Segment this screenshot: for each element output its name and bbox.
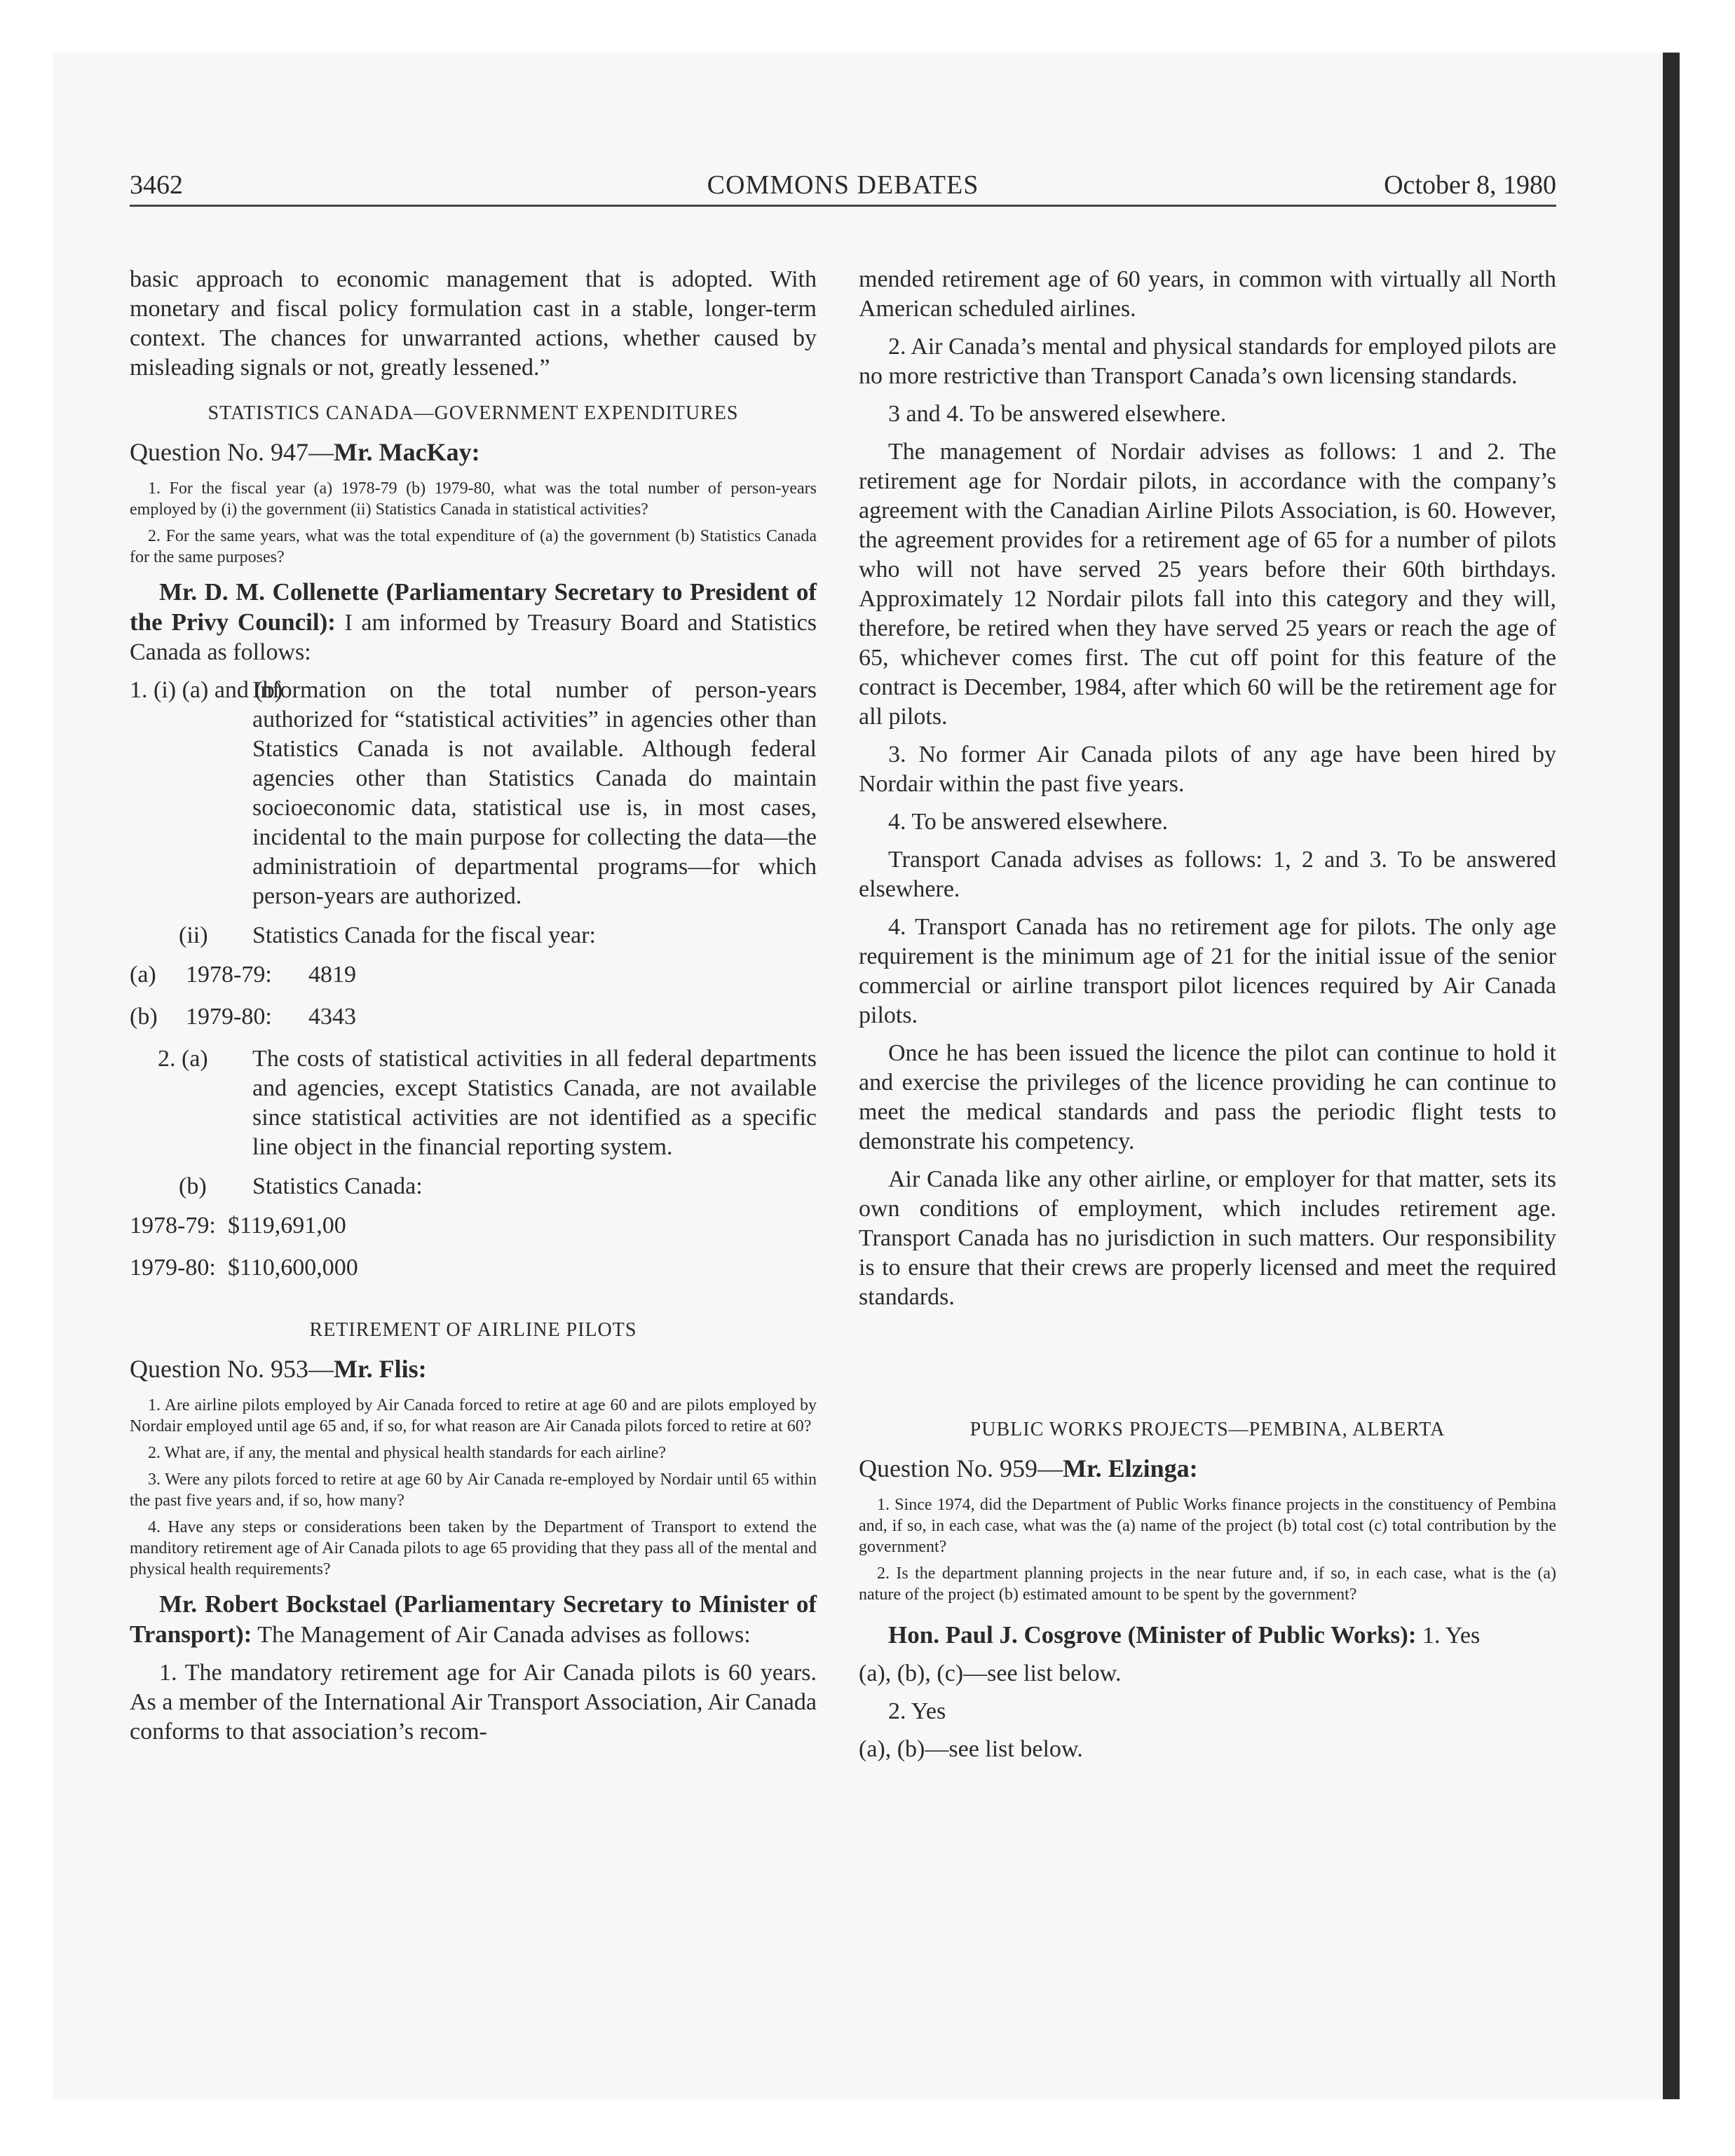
right-column xyxy=(859,265,1556,1773)
answer-959-2-detail: (a), (b)—see list below. xyxy=(859,1736,1083,1762)
question-953-heading xyxy=(130,1353,817,1385)
question-947-member: Mr. MacKay: xyxy=(334,438,480,466)
figure-row-c xyxy=(130,1211,817,1241)
figure-row-b xyxy=(130,1002,817,1032)
answer-947-intro-text: I am informed by Treasury Board and Statistics Canada as follows: xyxy=(130,610,817,665)
answer-953-part-1-cont: mended retirement age of 60 years, in common with virtually all North American scheduled airlines. xyxy=(859,266,1556,322)
answer-953-intro xyxy=(130,1590,817,1650)
question-947-part-1: 1. For the fiscal year (a) 1978-79 (b) 1979-80, what was the total number of person-years employed by (i) the government (ii) Statistics Canada in statistical activities? xyxy=(130,479,817,519)
answer-947-2-label: 2. (a) xyxy=(158,1046,208,1072)
publication-date: October 8, 1980 xyxy=(1384,170,1556,200)
publication-title: COMMONS DEBATES xyxy=(707,170,979,200)
rubric-statistics-canada: STATISTICS CANADA—GOVERNMENT EXPENDITURES xyxy=(207,402,739,424)
answer-947-2-b xyxy=(130,1172,817,1201)
question-959-part-1: 1. Since 1974, did the Department of Public Works finance projects in the constituency of Pembina and, if so, in each case, what was the (a) name of the project (b) total cost (c) total contribution by the government? xyxy=(859,1496,1556,1556)
answer-959-1-detail: (a), (b), (c)—see list below. xyxy=(859,1660,1122,1686)
question-953-number: Question No. 953— xyxy=(130,1355,334,1383)
answer-959-2: 2. Yes xyxy=(888,1698,946,1724)
row-a-value: 4819 xyxy=(308,962,356,988)
row-b-year: 1979-80: xyxy=(186,1004,272,1030)
answer-947-2 xyxy=(130,1044,817,1162)
answer-947-2-b-text: Statistics Canada: xyxy=(252,1173,423,1199)
question-953-part-4: 4. Have any steps or considerations been taken by the Department of Transport to extend the manditory retirement age of Air Canada pilots to age 65 providing that they pass all of the mental and physical health requirements? xyxy=(130,1518,817,1578)
figure-row-a xyxy=(130,960,817,990)
question-959-number: Question No. 959— xyxy=(859,1454,1063,1482)
question-953-part-2: 2. What are, if any, the mental and physical health standards for each airline? xyxy=(148,1444,667,1462)
page-header xyxy=(130,168,1556,210)
question-959-part-2: 2. Is the department planning projects in the near future and, if so, in each case, what is the (a) nature of the project (b) estimated amount to be spent by the government? xyxy=(859,1564,1556,1604)
air-canada-paragraph: Air Canada like any other airline, or employer for that matter, sets its own conditions of employment, which includes retirement age. Transport Canada has no jurisdiction in such matters. Our responsibility is to ensure that their crews are properly licensed and meet the required standards. xyxy=(859,1166,1556,1310)
question-959-member: Mr. Elzinga: xyxy=(1063,1454,1198,1482)
speaker-collenette: Mr. D. M. Collenette (Parliamentary Secretary to President of the Privy Council): xyxy=(130,578,817,636)
row-a-year: 1978-79: xyxy=(186,962,272,988)
answer-959-intro xyxy=(859,1621,1556,1651)
answer-947-1-ii-label: (ii) xyxy=(179,922,208,948)
nordair-answer: The management of Nordair advises as follows: 1 and 2. The retirement age for Nordair pilots, in accordance with the company’s agreement with the Canadian Airline Pilots Association, is 60. However, the agreement provides for a retirement age of 65 for a number of pilots who will not have served 25 years before their 60th birthdays. Approximately 12 Nordair pilots fall into this category and they will, therefore, be retired when they have served 25 years or reach the age of 65, whichever comes first. The cut off point for this feature of the contract is December, 1984, after which 60 will be the retirement age for all pilots. xyxy=(859,439,1556,730)
answer-947-2-b-label: (b) xyxy=(179,1173,207,1199)
row-d-value: $110,600,000 xyxy=(228,1255,358,1281)
question-953-part-3: 3. Were any pilots forced to retire at age 60 by Air Canada re-employed by Nordair until 65 within the past five years and, if so, how many? xyxy=(130,1471,817,1510)
answer-953-intro-text: The Management of Air Canada advises as follows: xyxy=(252,1622,751,1648)
answer-947-1 xyxy=(130,676,817,911)
licence-paragraph: Once he has been issued the licence the pilot can continue to hold it and exercise the privileges of the licence providing he can continue to meet the medical standards and pass the periodic flight tests to demonstrate his competency. xyxy=(859,1040,1556,1154)
answer-947-1-ii xyxy=(130,921,817,950)
answer-947-intro xyxy=(130,578,817,667)
question-947-number: Question No. 947— xyxy=(130,438,334,466)
answer-947-1-label: 1. (i) (a) and (b) xyxy=(130,677,283,703)
nordair-answer-3: 3. No former Air Canada pilots of any age have been hired by Nordair within the past five years. xyxy=(859,742,1556,797)
row-d-year: 1979-80: xyxy=(130,1255,216,1281)
transport-canada-answer-4: 4. Transport Canada has no retirement age for pilots. The only age requirement is the minimum age of 21 for the initial issue of the senior commercial or airline transport pilot licences required by Air Canada pilots. xyxy=(859,914,1556,1028)
answer-953-part-2: 2. Air Canada’s mental and physical standards for employed pilots are no more restrictive than Transport Canada’s own licensing standards. xyxy=(859,334,1556,389)
answer-959-intro-text: 1. Yes xyxy=(1416,1623,1481,1649)
row-a-label: (a) xyxy=(130,962,156,988)
speaker-cosgrove: Hon. Paul J. Cosgrove (Minister of Public Works): xyxy=(888,1621,1417,1649)
figure-row-d xyxy=(130,1253,817,1283)
row-c-value: $119,691,00 xyxy=(228,1213,346,1239)
transport-canada-answer: Transport Canada advises as follows: 1, 2 and 3. To be answered elsewhere. xyxy=(859,847,1556,902)
answer-953-part-1: 1. The mandatory retirement age for Air Canada pilots is 60 years. As a member of the International Air Transport Association, Air Canada conforms to that association’s recom- xyxy=(130,1660,817,1745)
page-number: 3462 xyxy=(130,170,183,200)
left-column xyxy=(130,265,817,1755)
answer-947-1-ii-text: Statistics Canada for the fiscal year: xyxy=(252,922,596,948)
nordair-answer-4: 4. To be answered elsewhere. xyxy=(888,809,1169,835)
question-947-heading xyxy=(130,436,817,468)
question-947-part-2: 2. For the same years, what was the total expenditure of (a) the government (b) Statistics Canada for the same purposes? xyxy=(130,527,817,566)
question-959-heading xyxy=(859,1452,1556,1485)
answer-947-2-text: The costs of statistical activities in all federal departments and agencies, except Statistics Canada, are not available since statistical activities are not identified as a specific line object in the financial reporting system. xyxy=(252,1046,817,1160)
rubric-retirement: RETIREMENT OF AIRLINE PILOTS xyxy=(309,1319,637,1341)
header-rule xyxy=(130,205,1556,207)
answer-953-part-3-4: 3 and 4. To be answered elsewhere. xyxy=(888,401,1227,427)
rubric-public-works: PUBLIC WORKS PROJECTS—PEMBINA, ALBERTA xyxy=(969,1419,1445,1440)
question-953-part-1: 1. Are airline pilots employed by Air Canada forced to retire at age 60 and are pilots employed by Nordair employed until age 65 and, if so, for what reason are Air Canada pilots forced to retire at 60? xyxy=(130,1396,817,1435)
row-c-year: 1978-79: xyxy=(130,1213,216,1239)
question-953-member: Mr. Flis: xyxy=(334,1355,427,1383)
row-b-value: 4343 xyxy=(308,1004,356,1030)
scan-edge xyxy=(1663,53,1680,2099)
continuation-paragraph: basic approach to economic management that is adopted. With monetary and fiscal policy formulation cast in a stable, longer-term context. The chances for unwarranted actions, whether caused by misleading signals or not, greatly lessened.” xyxy=(130,266,817,381)
row-b-label: (b) xyxy=(130,1004,158,1030)
answer-947-1-text: Information on the total number of person-years authorized for “statistical activities” in agencies other than Statistics Canada is not available. Although federal agencies other than Statistics Canada do maintain socioeconomic data, statistical use is, in most cases, incidental to the main purpose for collecting the data—the administratioin of departmental programs—for which person-years are authorized. xyxy=(252,677,817,909)
speaker-bockstael: Mr. Robert Bockstael (Parliamentary Secretary to Minister of Transport): xyxy=(130,1590,817,1648)
